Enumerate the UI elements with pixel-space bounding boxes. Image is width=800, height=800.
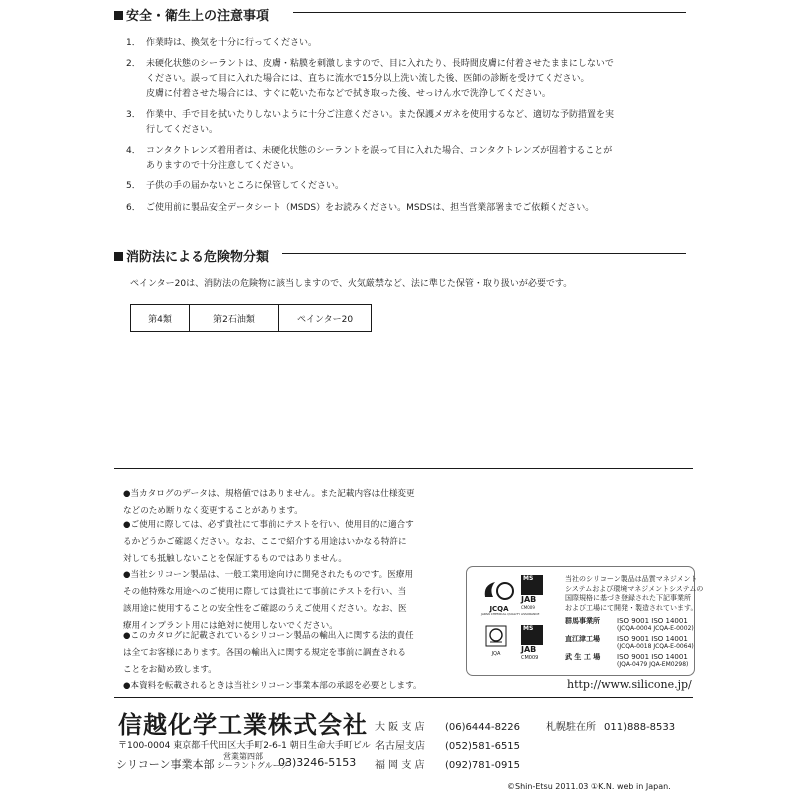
product-name-cell: ペインター20 [279,305,372,332]
hazard-class-cell: 第4類 [131,305,190,332]
office-nagoya: 名古屋支店 (052)581-6515 [375,741,521,752]
jqa-logo: JQA [485,625,507,655]
jab-logo: MS JAB CM009 [521,625,543,665]
note-item: ●当カタログのデータは、規格値ではありません。また記載内容は仕様変更 などのため断りなく変更することがあります。 [123,489,415,516]
note-item: ●本資料を転載されるときは当社シリコーン事業本部の承認を必要とします。 [123,681,422,691]
safety-section-title: 安全・衛生上の注意事項 [114,5,269,24]
note-item: ●当社シリコーン製品は、一般工業用途向けに開発されたものです。医療用 その他特殊な用途へのご使用に際しては貴社にて事前にテストを行い、当 該用途に使用することの安全性をご確認のうえご使用ください。なお、医 療用インプラント用には絶対に使用しないでください。 [123,570,414,631]
division-phone: 03)3246-5153 [278,756,357,769]
hazard-category-cell: 第2石油類 [190,305,279,332]
jcqa-mark-icon [481,579,517,601]
square-bullet-icon [114,252,123,261]
office-fukuoka: 福 岡 支 店 (092)781-0915 [375,760,521,771]
certification-intro: 当社のシリコーン製品は品質マネジメント システムおよび環境マネジメントシステムの 国際規格に基づき登録された下記事業所 および工場にて開発・製造されています。 [565,575,704,612]
jcqa-logo: JCQA JAPAN CHEMICAL QUALITY ASSURANCE [481,579,517,611]
jqa-mark-icon [485,625,507,647]
company-address: 〒100-0004 東京都千代田区大手町2-6-1 朝日生命大手町ビル [118,741,371,751]
section-rule [293,12,686,13]
fire-section-title: 消防法による危険物分類 [114,246,269,265]
office-osaka: 大 阪 支 店 (06)6444-8226 [375,722,521,733]
copyright-footer: ©Shin-Etsu 2011.03 ①K.N. web in Japan. [507,782,671,791]
certification-box [466,566,704,676]
division-name: シリコーン事業本部 [116,758,215,771]
notes-divider [114,468,693,469]
certified-site: 直江津工場 ISO 9001 ISO 14001 (JCQA-0018 JCQA-E-0064) [565,635,694,650]
hazard-class-table [130,304,372,332]
square-bullet-icon [114,11,123,20]
website-link[interactable]: http://www.silicone.jp/ [567,678,692,691]
note-item: ●このカタログに記載されているシリコーン製品の輸出入に関する法的責任 は全てお客様にあります。各国の輸出入に関する規定を事前に調査される ことをお勧め致します。 [123,631,414,675]
department: 営業第四部 シーラントグループ [217,752,289,770]
jab-logo: MS JAB CM009 [521,575,543,615]
note-item: ●ご使用に際しては、必ず貴社にて事前にテストを行い、使用目的に適合す るかどうかご確認ください。なお、ここで紹介する用途はいかなる特許に 対しても抵触しないことを保証するものではありません。 [123,520,414,564]
certified-site: 群馬事業所 ISO 9001 ISO 14001 (JCQA-0004 JCQA-E-0002) [565,617,694,632]
office-sapporo: 札幌駐在所 011)888-8533 [546,722,676,733]
fire-description: ペインター20は、消防法の危険物に該当しますので、火気厳禁など、法に準じた保管・取り扱いが必要です。 [130,279,573,289]
company-name: 信越化学工業株式会社 [118,710,368,739]
footer-divider [114,697,693,698]
certified-site: 武 生 工 場 ISO 9001 ISO 14001 (JQA-0479 JQA-EM0298) [565,653,689,668]
section-rule [282,253,686,254]
